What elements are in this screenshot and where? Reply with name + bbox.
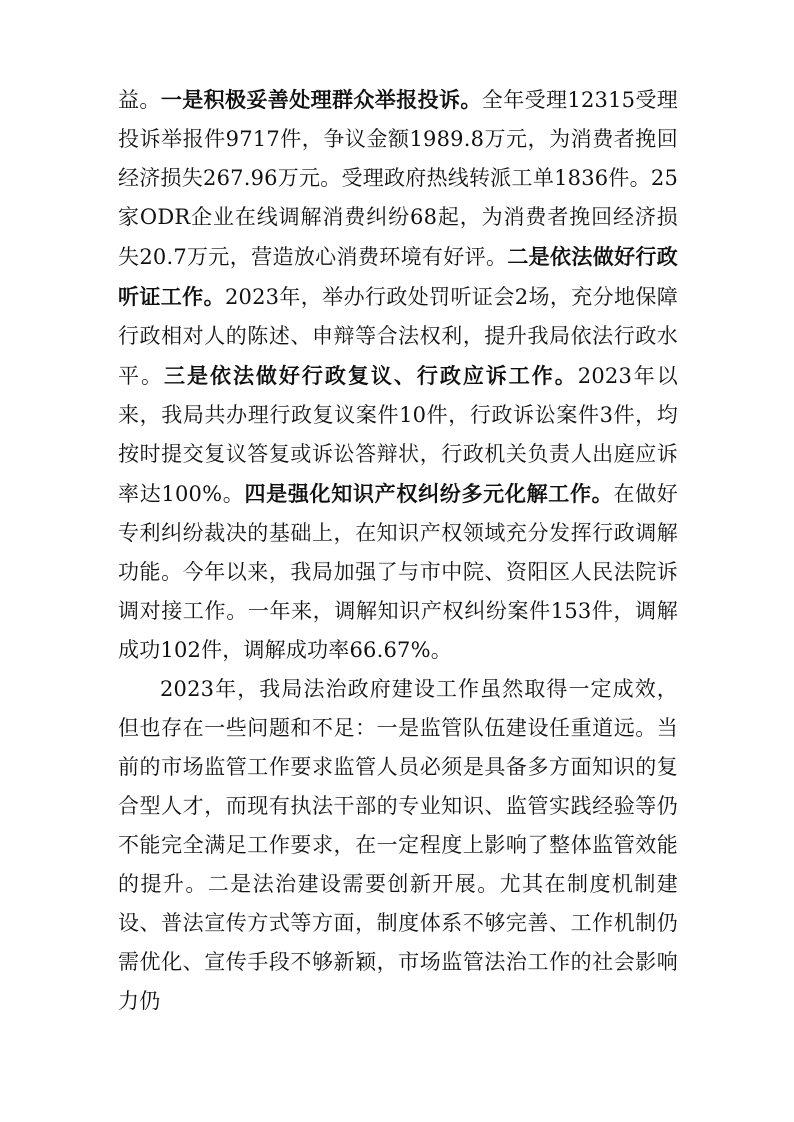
bold-heading-hearing: 二是依法做好行政听证工作。: [118, 244, 678, 309]
paragraph-problems-shortcomings: [118, 670, 678, 1021]
document-page: [118, 80, 678, 1021]
paragraph-legal-work-results: [118, 80, 678, 670]
text-run: 2023年以来，我局共办理行政复议案件10件，行政诉讼案件3件，均按时提交复议答复或诉讼答辩状，行政机关负责人出庭应诉率达100%。: [118, 364, 678, 506]
text-run: 2023年，举办行政处罚听证会2场，充分地保障行政相对人的陈述、申辩等合法权利，提升我局依法行政水平。: [118, 285, 679, 388]
bold-heading-ip-disputes: 四是强化知识产权纠纷多元化解工作。: [244, 481, 614, 506]
text-run: 在做好专利纠纷裁决的基础上，在知识产权领域充分发挥行政调解功能。今年以来，我局加强了与市中院、资阳区人民法院诉调对接工作。一年来，调解知识产权纠纷案件153件，调解成功102件，调解成功率66.67%。: [118, 482, 678, 662]
text-run: 全年受理12315受理投诉举报件9717件，争议金额1989.8万元，为消费者挽回经济损失267.96万元。受理政府热线转派工单1836件。25家ODR企业在线调解消费纠纷68起，为消费者挽回经济损失20.7万元，营造放心消费环境有好评。: [118, 88, 678, 269]
bold-heading-reconsideration: 三是依法做好行政复议、行政应诉工作。: [163, 363, 578, 388]
bold-heading-complaints: 一是积极妥善处理群众举报投诉。: [160, 87, 482, 112]
text-run: 益。: [118, 88, 161, 112]
text-run: 2023年，我局法治政府建设工作虽然取得一定成效，但也存在一些问题和不足：一是监管队伍建设任重道远。当前的市场监管工作要求监管人员必须是具备多方面知识的复合型人才，而现有执法干部的专业知识、监管实践经验等仍不能完全满足工作要求，在一定程度上影响了整体监管效能的提升。二是法治建设需要创新开展。尤其在制度机制建设、普法宣传方式等方面，制度体系不够完善、工作机制仍需优化、宣传手段不够新颖，市场监管法治工作的社会影响力仍: [118, 677, 678, 1013]
